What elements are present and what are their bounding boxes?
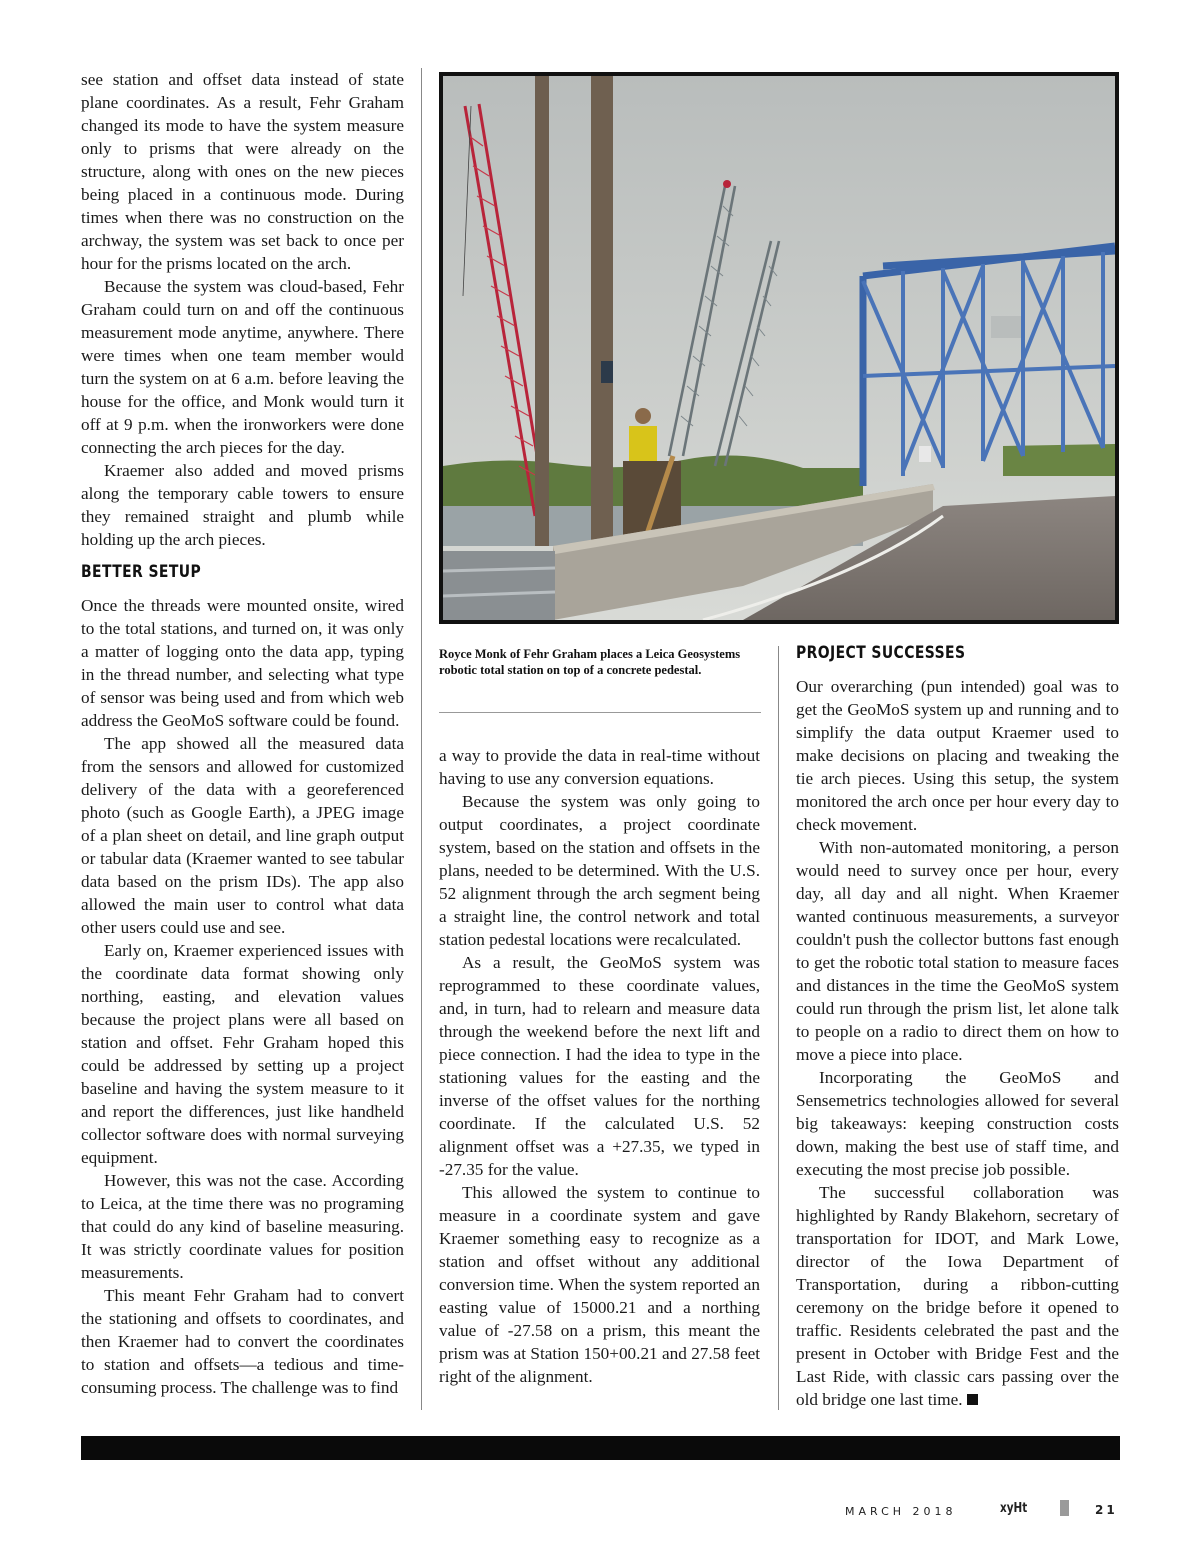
footer-separator-box (1060, 1500, 1069, 1516)
footer-bar (81, 1436, 1120, 1460)
article-column-2 (439, 744, 760, 1388)
paragraph: However, this was not the case. According to Leica, at the time there was no programing that could do any kind of baseline measuring. It was strictly coordinate values for position measurements. (81, 1171, 404, 1282)
paragraph: As a result, the GeoMoS system was reprogrammed to these coordinate values, and, in turn, had to relearn and measure data through the weekend before the next lift and piece connection. I had the idea to type in the stationing values for the easting and the inverse of the offset values for the northing coordinate. If the calculated U.S. 52 alignment offset was a +27.35, we typed in -27.35 for the value. (439, 953, 760, 1179)
section-heading-project-successes: PROJECT SUCCESSES (796, 643, 966, 663)
paragraph: Because the system was cloud-based, Fehr Graham could turn on and off the continuous measurement mode anytime, anywhere. There were times when one team member would turn the system on at 6 a.m. before leaving the house for the office, and Monk would turn it off at 9 p.m. when the ironworkers were done connecting the arch pieces for the day. (81, 277, 404, 457)
paragraph: Early on, Kraemer experienced issues with the coordinate data format showing only northing, easting, and elevation values because the project plans were all based on station and offset. Fehr Graham hoped this could be addressed by setting up a project baseline and having the system measure to it and report the differences, just like handheld collector software does with normal surveying equipment. (81, 941, 404, 1167)
column-divider (421, 68, 422, 1410)
bridge-construction-photo (439, 72, 1119, 624)
page-number: 21 (1095, 1503, 1118, 1517)
paragraph: The app showed all the measured data from the sensors and allowed for customized delivery of the data with a georeferenced photo (such as Google Earth), a JPEG image of a plan sheet on detail, and line graph output or tabular data (Kraemer wanted to see tabular data based on the prism IDs). The app also allowed the main user to control what data other users could use and see. (81, 734, 404, 937)
photo-caption: Royce Monk of Fehr Graham places a Leica Geosystems robotic total station on top of a concrete pedestal. (439, 647, 741, 677)
paragraph: Once the threads were mounted onsite, wired to the total stations, and turned on, it was only a matter of logging onto the data app, typing in the thread number, and selecting what type of sensor was being used and from which web address the GeoMoS software could be found. (81, 596, 404, 730)
publication-name: xyHt (1000, 1501, 1028, 1516)
paragraph-text: The successful collaboration was highlighted by Randy Blakehorn, secretary of transportation for IDOT, and Mark Lowe, director of the Iowa Department of Transportation, during a ribbon-cutting ceremony on the bridge before it opened to traffic. Residents celebrated the past and the present in October with Bridge Fest and the Last Ride, with classic cars passing over the old bridge one last time. (796, 1183, 1119, 1409)
paragraph: Incorporating the GeoMoS and Sensemetrics technologies allowed for several big takeaways: keeping construction costs down, making the best use of staff time, and executing the most precise job possible. (796, 1068, 1119, 1179)
paragraph: Our overarching (pun intended) goal was to get the GeoMoS system up and running and to simplify the data output Kraemer used to make decisions on placing and tweaking the tie arch pieces. Using this setup, the system monitored the arch once per hour every day to check movement. (796, 677, 1119, 834)
article-column-1 (81, 68, 404, 1399)
page-footer (845, 1498, 1120, 1524)
section-heading-better-setup: BETTER SETUP (81, 562, 202, 582)
caption-divider (439, 712, 761, 713)
issue-date: MARCH 2018 (845, 1505, 957, 1518)
end-of-article-mark (967, 1394, 978, 1405)
article-column-3 (796, 640, 1119, 1411)
paragraph: Kraemer also added and moved prisms along the temporary cable towers to ensure they remained straight and plumb while holding up the arch pieces. (81, 461, 404, 549)
paragraph: This meant Fehr Graham had to convert the stationing and offsets to coordinates, and then Kraemer had to convert the coordinates to station and offsets—a tedious and time-consuming process. The challenge was to find (81, 1286, 404, 1397)
paragraph: With non-automated monitoring, a person would need to survey once per hour, every day, all day and all night. When Kraemer wanted continuous measurements, a surveyor couldn't push the collector buttons fast enough to get the robotic total station to measure faces and distances in the time the GeoMoS system could run through the prism list, let alone talk to people on a radio to direct them on how to move a piece into place. (796, 838, 1119, 1064)
paragraph: see station and offset data instead of state plane coordinates. As a result, Fehr Graham changed its mode to have the system measure only to prisms that were already on the structure, along with ones on the new pieces being placed in a continuous mode. During times when there was no construction on the archway, the system was set back to once per hour for the prisms located on the arch. (81, 70, 404, 273)
paragraph (796, 1181, 1119, 1411)
paragraph: This allowed the system to continue to measure in a coordinate system and gave Kraemer something easy to recognize as a station and offset without any additional conversion time. When the system reported an easting value of 15000.21 and a northing value of -27.58 on a prism, this meant the prism was at Station 150+00.21 and 27.58 feet right of the alignment. (439, 1183, 760, 1386)
paragraph: Because the system was only going to output coordinates, a project coordinate system, based on the station and offsets in the plans, needed to be determined. With the U.S. 52 alignment through the arch segment being a straight line, the control network and total station pedestal locations were recalculated. (439, 792, 760, 949)
column-divider (778, 646, 779, 1410)
paragraph: a way to provide the data in real-time without having to use any conversion equations. (439, 746, 760, 788)
